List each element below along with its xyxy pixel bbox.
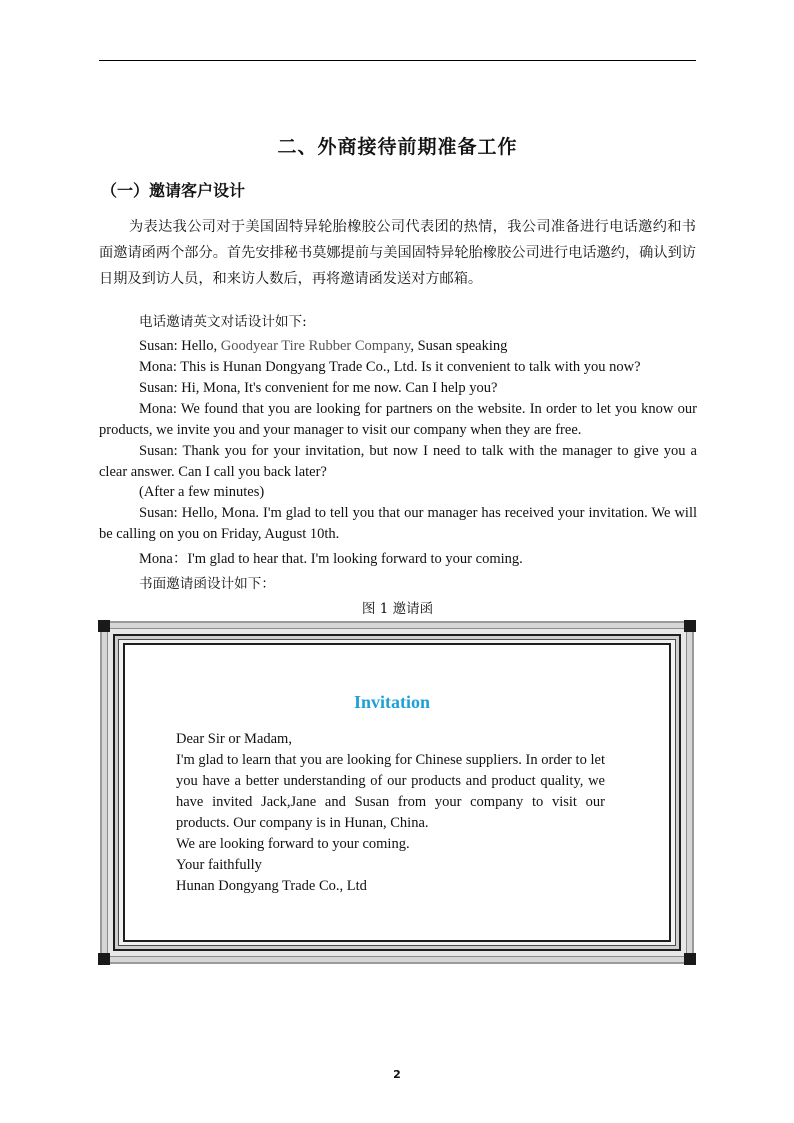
header-rule [99,60,696,61]
dialogue-line-7: Susan: Hello, Mona. I'm glad to tell you that our manager has received your invitation. We will be calling on you on Friday, August 10th. [99,505,697,542]
invitation-title: Invitation [353,692,431,712]
dialogue-line-4: Mona: We found that you are looking for partners on the website. In order to let you know our products, we invite you and your manager to visit our company when they are free. [99,401,697,438]
dialogue-line-8: Mona：I'm glad to hear that. I'm looking forward to your coming. [139,551,523,567]
dialogue-line-1-suffix: , Susan speaking [410,338,508,354]
invitation-signature: Hunan Dongyang Trade Co., Ltd [176,878,367,894]
frame-corner-bottom-right [684,953,696,965]
dialogue-line-1-prefix: Susan: Hello, [139,338,221,354]
subsection-heading: （一）邀请客户设计 [101,181,246,200]
dialogue-line-6: (After a few minutes) [139,484,265,500]
invitation-closing: We are looking forward to your coming. [176,836,410,852]
invitation-signoff: Your faithfully [176,857,262,873]
frame-corner-top-right [684,620,696,632]
dialogue-line-5: Susan: Thank you for your invitation, but now I need to talk with the manager to give you a clear answer. Can I call you back later? [99,443,697,480]
section-heading: 二、外商接待前期准备工作 [277,136,518,158]
page-number: 2 [393,1068,401,1081]
invitation-text: I'm glad to learn that you are looking for Chinese suppliers. In order to let you have a better understanding of our products and product quality, we have invited Jack,Jane and Susan from your company to visit our products. Our company is in Hunan, China. [176,752,605,831]
company-name: Goodyear Tire Rubber Company [220,338,411,354]
intro-paragraph: 为表达我公司对于美国固特异轮胎橡胶公司代表团的热情，我公司准备进行电话邀约和书面邀请函两个部分。首先安排秘书莫娜提前与美国固特异轮胎橡胶公司进行电话邀约，确认到访日期及到访人员，和来访人数后，再将邀请函发送对方邮箱。 [99,219,696,287]
dialogue-intro: 电话邀请英文对话设计如下: [139,314,307,330]
figure-caption: 图 1 邀请函 [361,601,434,617]
invitation-body [176,729,605,897]
letter-intro: 书面邀请函设计如下： [139,576,275,592]
frame-corner-top-left [98,620,110,632]
dialogue-line-1 [99,336,697,357]
dialogue-line-2: Mona: This is Hunan Dongyang Trade Co., Ltd. Is it convenient to talk with you now? [139,359,641,375]
dialogue-line-3: Susan: Hi, Mona, It's convenient for me now. Can I help you? [139,380,498,396]
frame-corner-bottom-left [98,953,110,965]
invitation-greeting: Dear Sir or Madam, [176,731,292,747]
